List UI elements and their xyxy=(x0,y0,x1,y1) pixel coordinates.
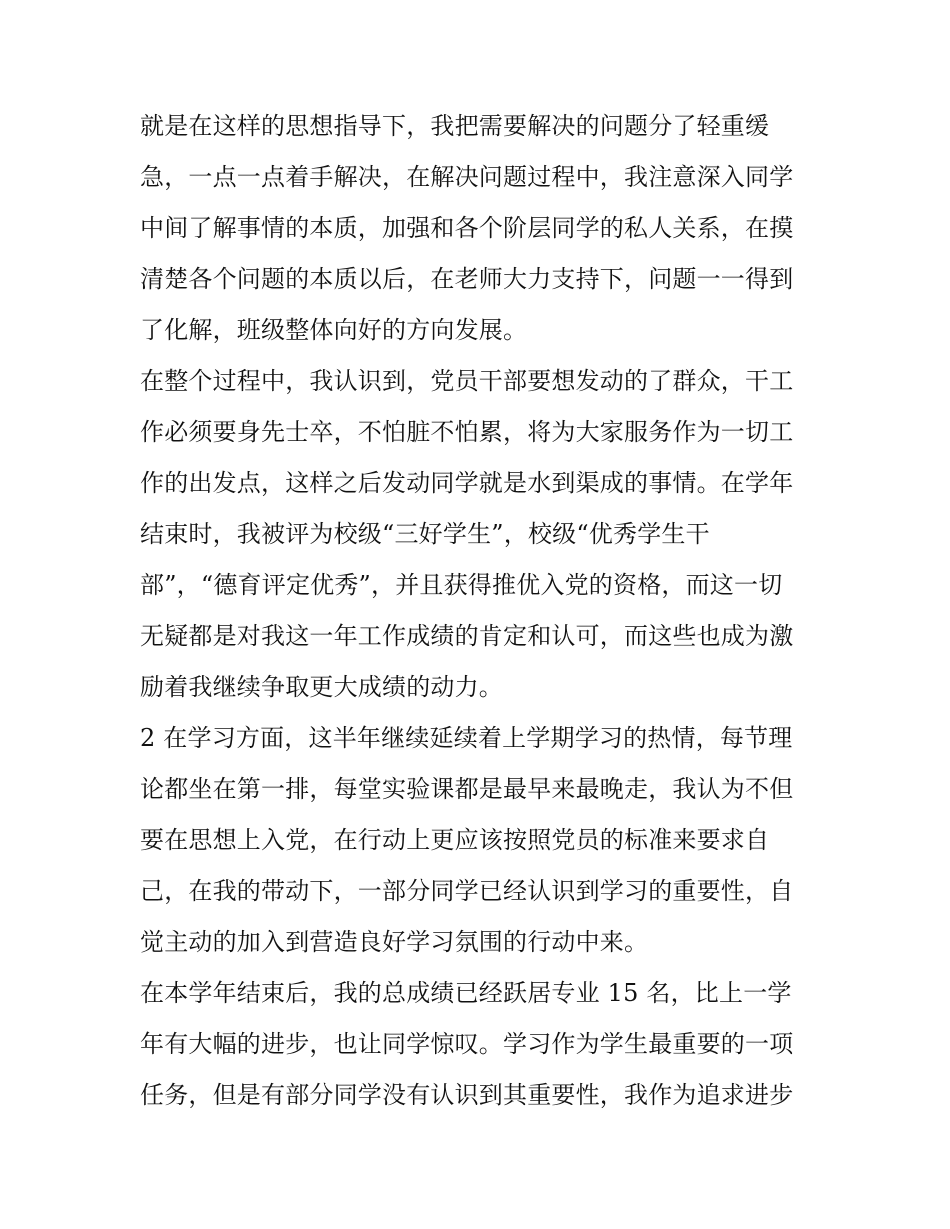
text-line: 年有大幅的进步，也让同学惊叹。学习作为学生最重要的一项 xyxy=(140,1030,794,1058)
text-line: 己，在我的带动下，一部分同学已经认识到学习的重要性，自 xyxy=(140,877,794,905)
text-line: 任务，但是有部分同学没有认识到其重要性，我作为追求进步 xyxy=(140,1081,794,1109)
text-line: 觉主动的加入到营造良好学习氛围的行动中来。 xyxy=(140,928,649,956)
text-line: 了化解，班级整体向好的方向发展。 xyxy=(140,316,528,344)
document-body xyxy=(140,101,820,1121)
text-line: 就是在这样的思想指导下，我把需要解决的问题分了轻重缓 xyxy=(140,112,770,140)
text-line: 要在思想上入党，在行动上更应该按照党员的标准来要求自 xyxy=(140,826,770,854)
text-line: 在本学年结束后，我的总成绩已经跃居专业 15 名，比上一学 xyxy=(140,979,792,1007)
text-line: 论都坐在第一排，每堂实验课都是最早来最晚走，我认为不但 xyxy=(140,775,794,803)
text-line: 励着我继续争取更大成绩的动力。 xyxy=(140,673,503,701)
text-line: 在整个过程中，我认识到，党员干部要想发动的了群众，干工 xyxy=(140,367,794,395)
text-line: 结束时，我被评为校级“三好学生”，校级“优秀学生干 xyxy=(140,520,710,548)
text-line: 急，一点一点着手解决，在解决问题过程中，我注意深入同学 xyxy=(140,163,794,191)
text-line: 无疑都是对我这一年工作成绩的肯定和认可，而这些也成为激 xyxy=(140,622,794,650)
text-line: 清楚各个问题的本质以后，在老师大力支持下，问题一一得到 xyxy=(140,265,794,293)
text-line: 2 在学习方面，这半年继续延续着上学期学习的热情，每节理 xyxy=(140,724,793,752)
text-line: 作的出发点，这样之后发动同学就是水到渠成的事情。在学年 xyxy=(140,469,794,497)
text-line: 作必须要身先士卒，不怕脏不怕累，将为大家服务作为一切工 xyxy=(140,418,794,446)
text-line: 中间了解事情的本质，加强和各个阶层同学的私人关系，在摸 xyxy=(140,214,794,242)
text-line: 部”，“德育评定优秀”，并且获得推优入党的资格，而这一切 xyxy=(140,571,783,599)
